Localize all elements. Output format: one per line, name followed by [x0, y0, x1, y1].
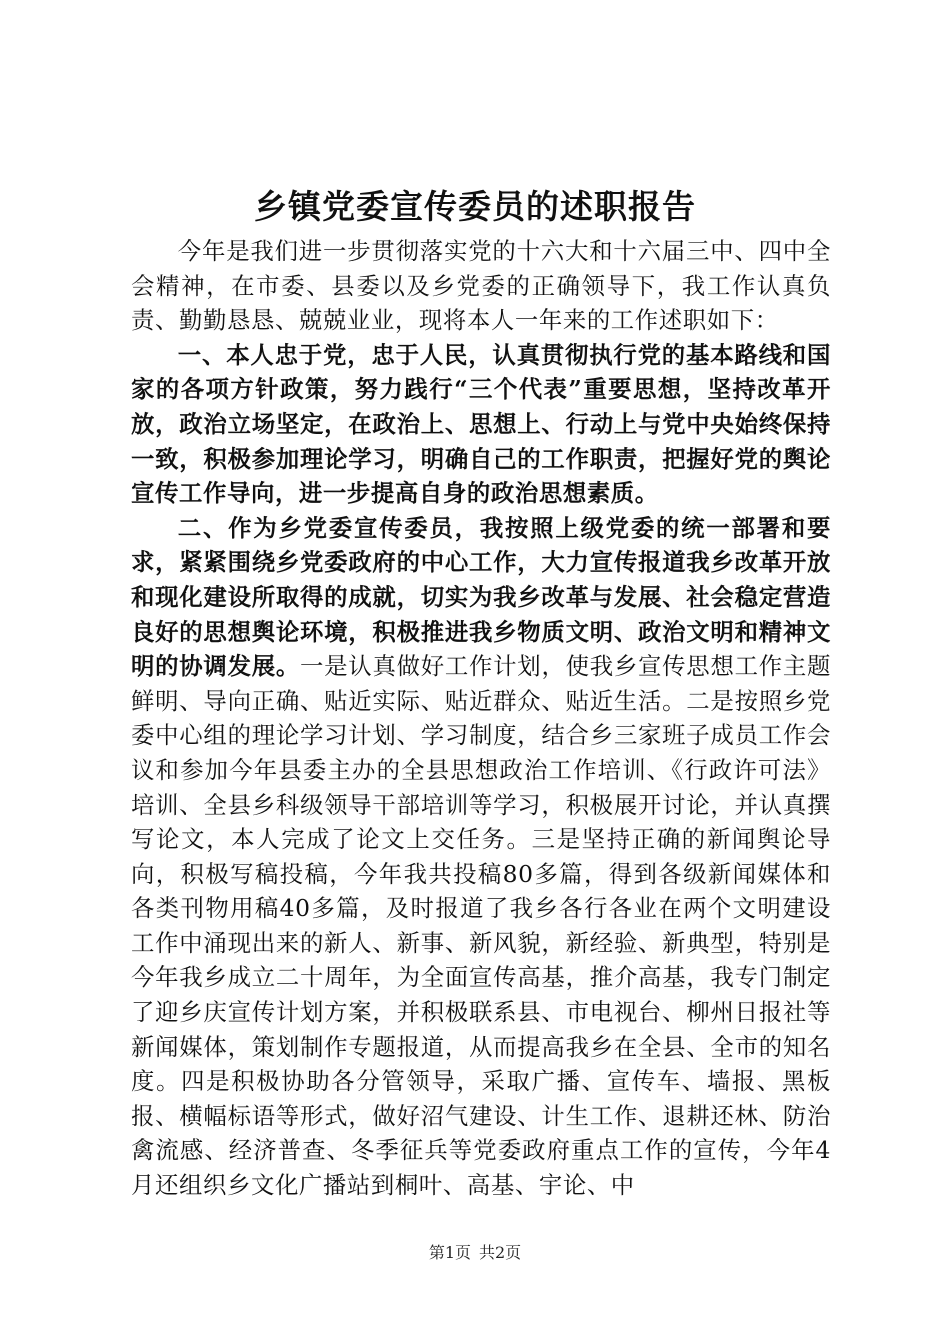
document-body	[131, 234, 831, 1203]
paragraph-section-2-text: 一是认真做好工作计划，使我乡宣传思想工作主题鲜明、导向正确、贴近实际、贴近群众、贴近生活。二是按照乡党委中心组的理论学习计划、学习制度，结合乡三家班子成员工作会议和参加今年县委主办的全县思想政治工作培训、《行政许可法》培训、全县乡科级领导干部培训等学习，积极展开讨论，并认真撰写论文，本人完成了论文上交任务。三是坚持正确的新闻舆论导向，积极写稿投稿，今年我共投稿80多篇，得到各级新闻媒体和各类刊物用稿40多篇，及时报道了我乡各行各业在两个文明建设工作中涌现出来的新人、新事、新风貌，新经验、新典型，特别是今年我乡成立二十周年，为全面宣传高基，推介高基，我专门制定了迎乡庆宣传计划方案，并积极联系县、市电视台、柳州日报社等新闻媒体，策划制作专题报道，从而提高我乡在全县、全市的知名度。四是积极协助各分管领导，采取广播、宣传车、墙报、黑板报、横幅标语等形式，做好沼气建设、计生工作、退耕还林、防治禽流感、经济普查、冬季征兵等党委政府重点工作的宣传，今年4月还组织乡文化广播站到桐叶、高基、宇论、中	[131, 652, 832, 1200]
page-total: 共2页	[479, 1243, 522, 1262]
paragraph-intro-text: 今年是我们进一步贯彻落实党的十六大和十六届三中、四中全会精神，在市委、县委以及乡党委的正确领导下，我工作认真负责、勤勤恳恳、兢兢业业，现将本人一年来的工作述职如下：	[131, 237, 831, 335]
paragraph-section-1	[131, 338, 831, 511]
paragraph-section-2	[131, 511, 831, 1203]
document-title: 乡镇党委宣传委员的述职报告	[254, 187, 696, 226]
paragraph-intro	[131, 234, 831, 338]
paragraph-section-1-bold: 一、本人忠于党，忠于人民，认真贯彻执行党的基本路线和国家的各项方针政策，努力践行“三个代表”重要思想，坚持改革开放，政治立场坚定，在政治上、思想上、行动上与党中央始终保持一致，积极参加理论学习，明确自己的工作职责，把握好党的舆论宣传工作导向，进一步提高自身的政治思想素质。	[131, 340, 831, 508]
page-number: 第1页	[428, 1243, 471, 1262]
paragraph-section-2-bold: 二、作为乡党委宣传委员，我按照上级党委的统一部署和要求，紧紧围绕乡党委政府的中心工作，大力宣传报道我乡改革开放和现化建设所取得的成就，切实为我乡改革与发展、社会稳定营造良好的思想舆论环境，积极推进我乡物质文明、政治文明和精神文明的协调发展。	[131, 513, 831, 681]
page-footer	[0, 1242, 950, 1264]
